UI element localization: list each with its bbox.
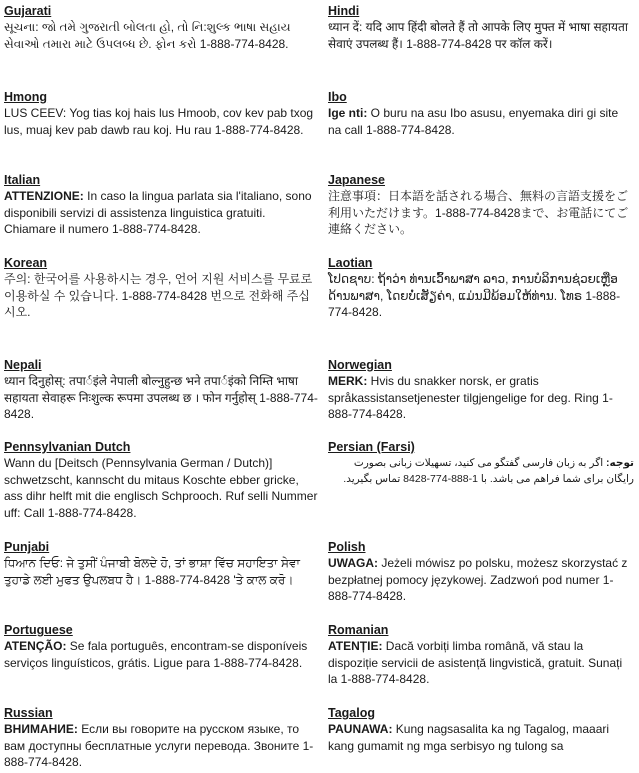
language-heading: Persian (Farsi): [328, 440, 415, 454]
notice-body: ໂປດຊາບ: ຖ້າວ່າ ທ່ານເວົ້າພາສາ ລາວ, ການບໍລິການຊ່ວຍເຫຼືອດ້ານພາສາ, ໂດຍບໍ່ເສັຽຄ່າ, ແມ່ນມີພ້ອມໃຫ້ທ່ານ. ໂທຣ 1-888-774-8428.: [328, 272, 621, 319]
notice-body: Hvis du snakker norsk, er gratis språkassistansetjenester tilgjengelige for deg. Ring 1-888-774-8428.: [328, 374, 613, 421]
notice-text: [328, 638, 634, 688]
language-heading: Tagalog: [328, 706, 375, 720]
notice-body: ध्यान दें: यदि आप हिंदी बोलते हैं तो आपके लिए मुफ्त में भाषा सहायता सेवाएं उपलब्ध हैं। 1-888-774-8428 पर कॉल करें।: [328, 20, 628, 51]
language-heading: Nepali: [4, 358, 42, 372]
notice-label: Ige nti:: [328, 106, 368, 120]
notice-text: [328, 721, 634, 754]
notice-body: Se fala português, encontram-se disponíveis serviços linguísticos, grátis. Ligue para 1-888-774-8428.: [4, 639, 308, 670]
language-heading: Gujarati: [4, 4, 52, 18]
language-heading: Hindi: [328, 4, 360, 18]
entry-portuguese: [4, 623, 318, 671]
notice-label: ATTENZIONE:: [4, 189, 84, 203]
notice-body: ਧਿਆਨ ਦਿਓ: ਜੇ ਤੁਸੀਂ ਪੰਜਾਬੀ ਬੋਲਦੇ ਹੋ, ਤਾਂ ਭਾਸ਼ਾ ਵਿੱਚ ਸਹਾਇਤਾ ਸੇਵਾ ਤੁਹਾਡੇ ਲਈ ਮੁਫਤ ਉਪਲਬਧ ਹੈ। 1-888-774-8428 'ਤੇ ਕਾਲ ਕਰੋ।: [4, 556, 300, 587]
language-heading: Laotian: [328, 256, 373, 270]
entry-polish: [328, 540, 634, 605]
notice-label: توجه:: [606, 457, 634, 469]
entry-pennsylvanian-dutch: [4, 440, 318, 521]
language-heading: Italian: [4, 173, 41, 187]
notice-body: LUS CEEV: Yog tias koj hais lus Hmoob, cov kev pab txog lus, muaj kev pab dawb rau koj. Hu rau 1-888-774-8428.: [4, 106, 314, 137]
entry-persian: [328, 440, 634, 487]
entry-ibo: [328, 90, 634, 138]
language-heading: Korean: [4, 256, 48, 270]
notice-text: [4, 455, 318, 521]
language-heading: Japanese: [328, 173, 385, 187]
entry-hindi: [328, 4, 634, 52]
entry-tagalog: [328, 706, 634, 754]
notice-text: [4, 105, 318, 138]
notice-body: Dacă vorbiți limba română, vă stau la dispoziție servicii de asistență lingvistică, gratuit. Sunați la 1-888-774-8428.: [328, 639, 623, 686]
language-heading: Romanian: [328, 623, 389, 637]
language-heading: Pennsylvanian Dutch: [4, 440, 131, 454]
notice-body: Kung nagsasalita ka ng Tagalog, maaari kang gumamit ng mga serbisyo ng tulong sa: [328, 722, 610, 753]
entry-norwegian: [328, 358, 634, 423]
language-heading: Ibo: [328, 90, 347, 104]
notice-label: ВНИМАНИЕ:: [4, 722, 78, 736]
notice-text: [328, 19, 634, 52]
notice-text: [4, 638, 318, 671]
entry-gujarati: [4, 4, 318, 52]
notice-text: [4, 271, 318, 321]
notice-text: [328, 271, 634, 321]
notice-label: ATENÇÃO:: [4, 639, 67, 653]
entry-russian: [4, 706, 318, 771]
notice-text: [4, 555, 318, 588]
notice-text: [4, 188, 318, 238]
notice-body: Jeżeli mówisz po polsku, możesz skorzystać z bezpłatnej pomocy językowej. Zadzwoń pod numer 1-888-774-8428.: [328, 556, 628, 603]
notice-text: [328, 555, 634, 605]
notice-text: [328, 373, 634, 423]
entry-korean: [4, 256, 318, 321]
notice-text: [328, 188, 634, 238]
notice-body: Если вы говорите на русском языке, то вам доступны бесплатные услуги перевода. Звоните 1-888-774-8428.: [4, 722, 314, 769]
notice-label: PAUNAWA:: [328, 722, 393, 736]
notice-text: [4, 19, 318, 52]
notice-text: [328, 455, 634, 487]
entry-japanese: [328, 173, 634, 238]
notice-label: ATENȚIE:: [328, 639, 383, 653]
language-heading: Punjabi: [4, 540, 50, 554]
notice-body: In caso la lingua parlata sia l'italiano, sono disponibili servizi di assistenza linguistica gratuiti. Chiamare il numero 1-888-774-8428.: [4, 189, 312, 236]
entry-italian: [4, 173, 318, 238]
entry-nepali: [4, 358, 318, 423]
notice-body: 注意事項：日本語を話される場合、無料の言語支援をご利用いただけます。1-888-774-8428まで、お電話にてご連絡ください。: [328, 189, 629, 236]
notice-text: [328, 105, 634, 138]
notice-body: ध्यान दिनुहोस्: तपार्इंले नेपाली बोल्नुहुन्छ भने तपार्इंको निम्ति भाषा सहायता सेवाहरू निःशुल्क रूपमा उपलब्ध छ । फोन गर्नुहोस् 1-888-774-8428.: [4, 374, 318, 421]
notice-body: اگر به زبان فارسی گفتگو می کنید، تسهیلات زبانی بصورت رایگان برای شما فراهم می باشد. با 1-888-774-8428 تماس بگیرید.: [343, 457, 634, 485]
notice-label: MERK:: [328, 374, 368, 388]
entry-hmong: [4, 90, 318, 138]
language-heading: Russian: [4, 706, 53, 720]
notice-text: [4, 373, 318, 423]
language-heading: Polish: [328, 540, 366, 554]
language-heading: Portuguese: [4, 623, 73, 637]
entry-punjabi: [4, 540, 318, 588]
notice-body: Wann du [Deitsch (Pennsylvania German / Dutch)] schwetzscht, kannscht du mitaus Koschte ebber gricke, ass dihr helft mit die englisch Schprooch. Ruf selli Nummer uff: Call 1-888-774-8428.: [4, 456, 318, 520]
notice-body: 주의: 한국어를 사용하시는 경우, 언어 지원 서비스를 무료로 이용하실 수 있습니다. 1-888-774-8428 번으로 전화해 주십시오.: [4, 272, 313, 319]
language-heading: Hmong: [4, 90, 48, 104]
notice-text: [4, 721, 318, 771]
entry-romanian: [328, 623, 634, 688]
language-heading: Norwegian: [328, 358, 392, 372]
notice-body: સૂચના: જો તમે ગુજરાતી બોલતા હો, તો નિ:શુલ્ક ભાષા સહાય સેવાઓ તમારા માટે ઉપલબ્ધ છે. ફોન કરો 1-888-774-8428.: [4, 20, 291, 51]
notice-body: O buru na asu Ibo asusu, enyemaka diri gi site na call 1-888-774-8428.: [328, 106, 619, 137]
notice-label: UWAGA:: [328, 556, 378, 570]
entry-laotian: [328, 256, 634, 321]
